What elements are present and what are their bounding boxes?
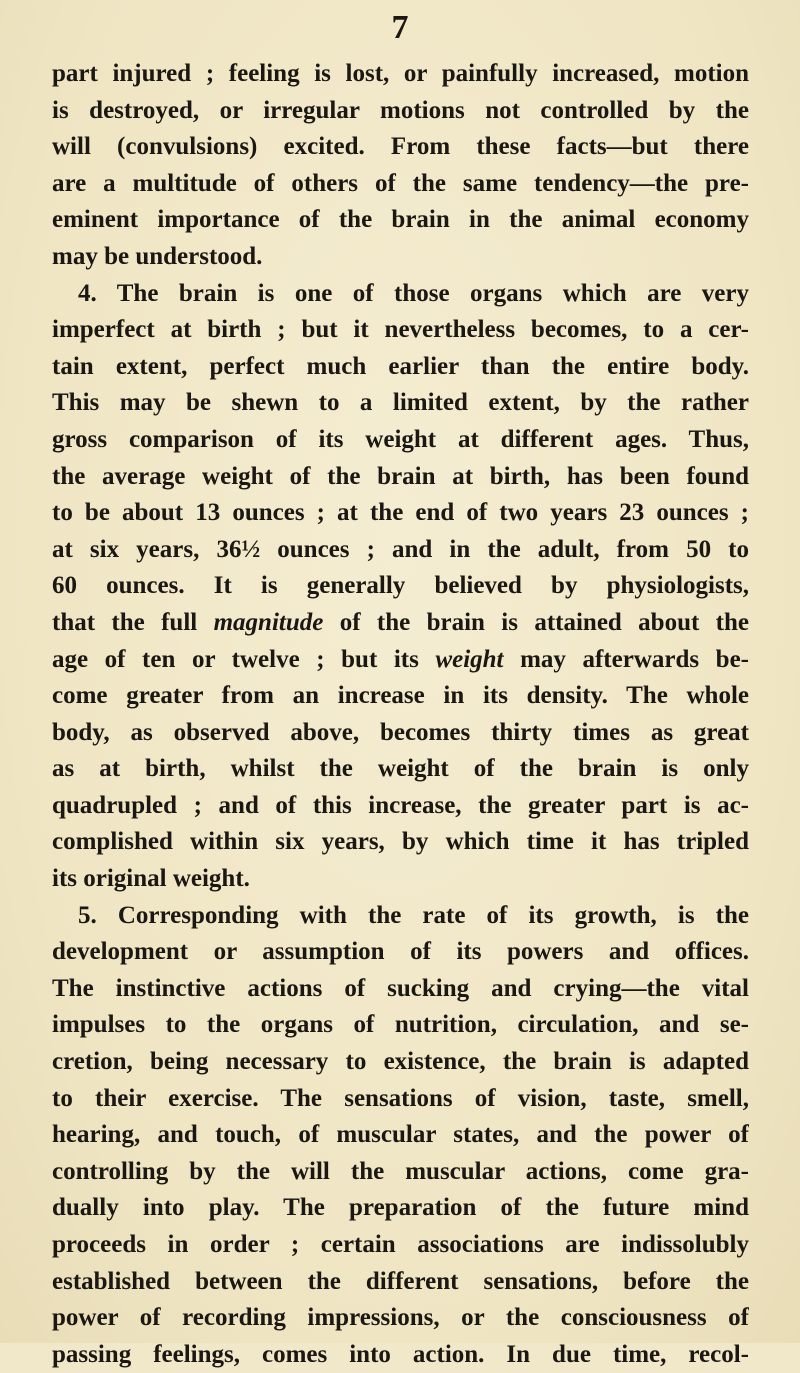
text-line-with-italic <box>52 642 749 679</box>
text-line: gross comparison of its weight at different ages. Thus, <box>52 425 749 453</box>
text-line: This may be shewn to a limited extent, by the rather <box>52 389 749 417</box>
text-line: come greater from an increase in its density. The whole <box>52 682 749 710</box>
italic-magnitude: magnitude <box>213 608 324 636</box>
text-segment: of the brain is attained about the <box>323 608 749 636</box>
text-line: established between the different sensations, before the <box>52 1267 749 1295</box>
text-line: cretion, being necessary to existence, the brain is adapted <box>52 1048 749 1076</box>
text-line: 60 ounces. It is generally believed by physiologists, <box>52 572 749 600</box>
text-line: at six years, 36½ ounces ; and in the adult, from 50 to <box>52 535 749 563</box>
text-line: complished within six years, by which time it has tripled <box>52 828 749 856</box>
paragraph-5-start: 5. Corresponding with the rate of its growth, is the <box>78 901 749 929</box>
text-line: may be understood. <box>52 242 263 270</box>
text-line: hearing, and touch, of muscular states, and the power of <box>52 1121 749 1149</box>
text-line: body, as observed above, becomes thirty times as great <box>52 718 749 746</box>
text-line: to their exercise. The sensations of vision, taste, smell, <box>52 1084 749 1112</box>
text-line: tain extent, perfect much earlier than the entire body. <box>52 352 749 380</box>
page-number: 7 <box>391 9 409 46</box>
text-segment: age of ten or twelve ; but its <box>52 645 436 673</box>
text-line: power of recording impressions, or the consciousness of <box>52 1304 749 1332</box>
text-line: to be about 13 ounces ; at the end of two years 23 ounces ; <box>52 499 749 527</box>
text-line-with-italic <box>52 605 749 642</box>
text-line: the average weight of the brain at birth, has been found <box>52 462 749 490</box>
text-line: is destroyed, or irregular motions not controlled by the <box>52 96 749 124</box>
text-line: The instinctive actions of sucking and crying—the vital <box>52 974 749 1002</box>
text-line: quadrupled ; and of this increase, the greater part is ac- <box>52 791 749 819</box>
text-line: passing feelings, comes into action. In due time, recol- <box>52 1340 749 1368</box>
text-line: impulses to the organs of nutrition, circulation, and se- <box>52 1011 749 1039</box>
text-segment: that the full <box>52 608 214 636</box>
italic-weight: weight <box>435 645 504 673</box>
text-line: as at birth, whilst the weight of the brain is only <box>52 755 749 783</box>
text-line: imperfect at birth ; but it nevertheless becomes, to a cer- <box>52 316 749 344</box>
paragraph-4-start: 4. The brain is one of those organs which are very <box>78 279 749 307</box>
text-line: are a multitude of others of the same tendency—the pre- <box>52 169 749 197</box>
text-line: dually into play. The preparation of the future mind <box>52 1194 749 1222</box>
text-line: its original weight. <box>52 865 250 893</box>
text-line: proceeds in order ; certain associations are indissolubly <box>52 1231 749 1258</box>
text-line: controlling by the will the muscular actions, come gra- <box>52 1157 749 1185</box>
text-line: development or assumption of its powers and offices. <box>52 938 749 966</box>
text-line: part injured ; feeling is lost, or painfully increased, motion <box>52 60 749 87</box>
body-text <box>52 56 749 1373</box>
text-line: eminent importance of the brain in the animal economy <box>52 206 749 234</box>
text-segment: may afterwards be- <box>503 645 749 673</box>
text-line: will (convulsions) excited. From these facts—but there <box>52 133 749 161</box>
